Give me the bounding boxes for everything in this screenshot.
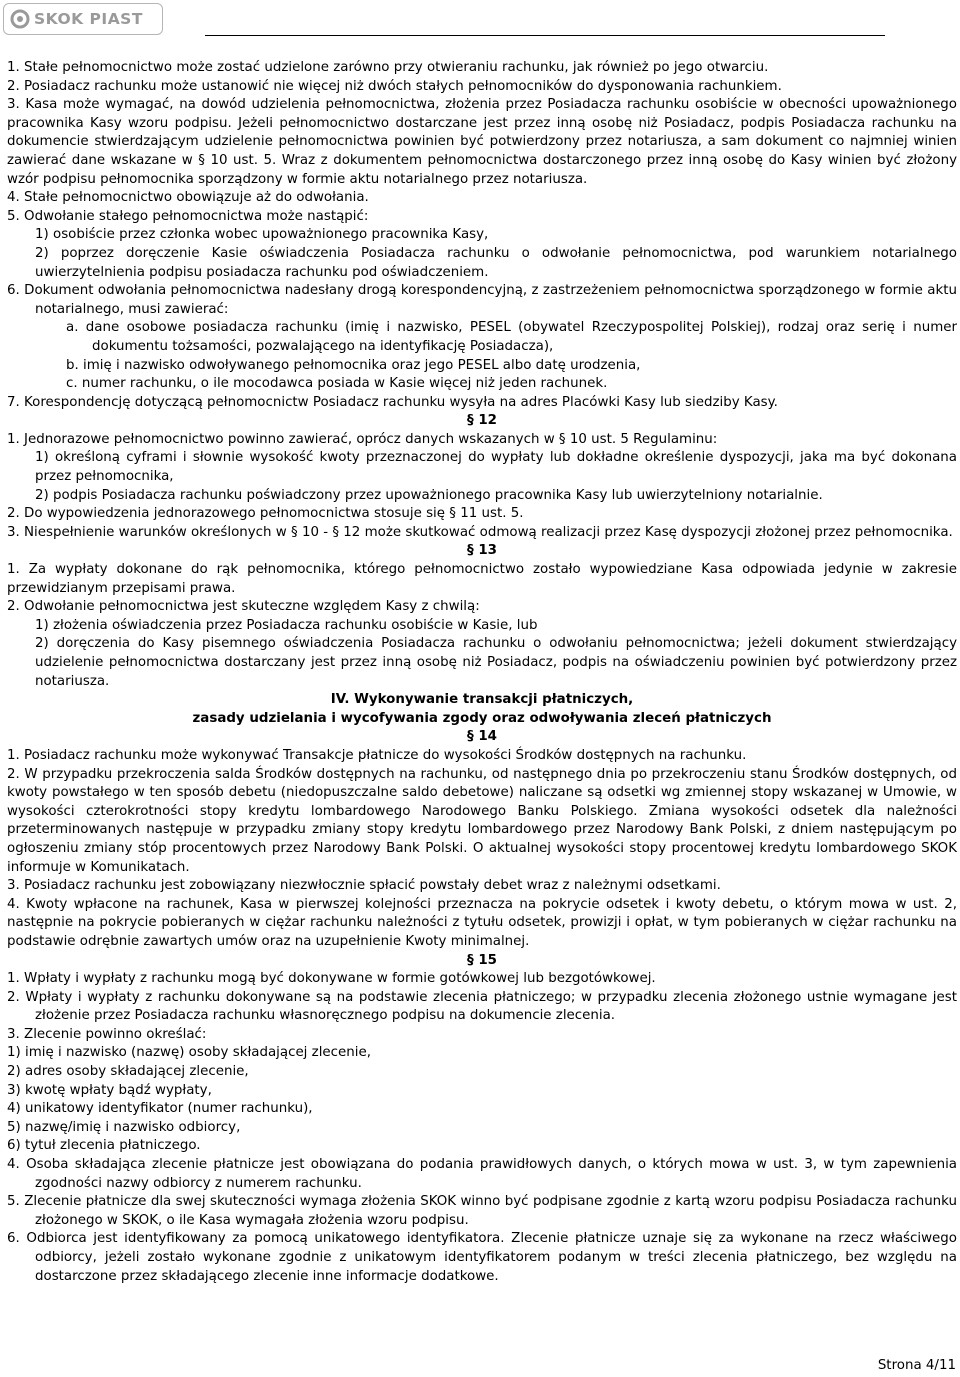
list-item: 2) podpis Posiadacza rachunku poświadczony przez upoważnionego pracownika Kasy lub uwierzytelniony notarialnie. <box>35 487 823 503</box>
paragraph: 7. Korespondencję dotyczącą pełnomocnictw Posiadacz rachunku wysyła na adres Placówki Kasy lub siedziby Kasy. <box>7 394 778 410</box>
list-item: 1) osobiście przez członka wobec upoważnionego pracownika Kasy, <box>35 227 489 243</box>
header-divider <box>205 35 885 36</box>
list-item: 4) unikatowy identyfikator (numer rachunku), <box>7 1101 313 1117</box>
paragraph: 3. Niespełnienie warunków określonych w § 10 - § 12 może skutkować odmową realizacji przez Kasę dyspozycji złożonej przez pełnomocnika. <box>7 524 953 540</box>
list-item: a. dane osobowe posiadacza rachunku (imię i nazwisko, PESEL (obywatel Rzeczypospolitej Polskiej), rodzaj oraz serię i numer dokumentu tożsamości, pozwalającego na identyfikację Posiadacza), <box>66 320 957 354</box>
paragraph: 1. Stałe pełnomocnictwo może zostać udzielone zarówno przy otwieraniu rachunku, jak również po jego otwarciu. <box>7 60 769 75</box>
paragraph: 3. Kasa może wymagać, na dowód udzielenia pełnomocnictwa, złożenia przez Posiadacza rachunku osobiście w obecności upoważnionego pracownika Kasy wzoru podpisu. Jeżeli pełnomocnictwo dostarczane jest przez inną osobę niż Posiadacz, podpis Posiadacza rachunku na dokumencie stwierdzającym udzielenie pełnomocnictwa powinien być potwierdzony przez notariusza, a sam dokument co najmniej winien zawierać dane wskazane w § 10 ust. 5. Wraz z dokumentem pełnomocnictwa dostarczonego przez inną osobę do Kasy winien być złożony wzór podpisu pełnomocnika sporządzony w formie aktu notarialnego przez notariusza. <box>7 97 957 187</box>
list-item: 1) złożenia oświadczenia przez Posiadacza rachunku osobiście w Kasie, lub <box>35 617 538 633</box>
skok-piast-logo <box>3 3 163 35</box>
paragraph: 1. Posiadacz rachunku może wykonywać Transakcje płatnicze do wysokości Środków dostępnych na rachunku. <box>7 747 747 763</box>
logo-text: SKOK PIAST <box>34 10 143 28</box>
paragraph: 2. W przypadku przekroczenia salda Środków dostępnych na rachunku, od następnego dnia po przekroczeniu stanu Środków dostępnych, od kwoty powstałego w ten sposób debetu (niedopuszczalne saldo debetowe) naliczane są odsetki wg zmiennej stopy wskazanej w Umowie, w wysokości czterokrotności stopy kredytu lombardowego Narodowego Banku Polskiego. Zmiana wysokości odsetek dla należności przeterminowanych następuje w przypadku zmiany stopy kredytu lombardowego przez Narodowy Bank Polski, z dniem następującym po ogłoszeniu zmiany stóp procentowych przez Narodowy Bank Polski. O aktualnej wysokości stopy procentowej kredytu lombardowego SKOK informuje w Komunikatach. <box>7 766 957 875</box>
list-item: 1) imię i nazwisko (nazwę) osoby składającej zlecenie, <box>7 1045 371 1061</box>
list-item: 1) określoną cyframi i słownie wysokość kwoty przeznaczonej do wypłaty lub dokładne określenie dyspozycji, jaka ma być dokonana przez pełnomocnika, <box>35 450 957 485</box>
paragraph: 2. Wpłaty i wypłaty z rachunku dokonywane są na podstawie zlecenia płatniczego; w przypadku zlecenia złożonego ustnie wymagane jest złożenie przez Posiadacza rachunku własnoręcznego podpisu na dokumencie zlecenia. <box>7 989 957 1024</box>
paragraph: 6. Dokument odwołania pełnomocnictwa nadesłany drogą korespondencyjną, z zastrzeżeniem pełnomocnictwa sporządzonego w formie aktu notarialnego, musi zawierać: <box>7 283 957 317</box>
list-item: 5) nazwę/imię i nazwisko odbiorcy, <box>7 1119 241 1135</box>
paragraph: 1. Za wypłaty dokonane do rąk pełnomocnika, którego pełnomocnictwo zostało wypowiedziane Kasa odpowiada jedynie w zakresie przewidzianym przepisami prawa. <box>7 562 957 596</box>
paragraph: 6. Odbiorca jest identyfikowany za pomocą unikatowego identyfikatora. Zlecenie płatnicze uznaje się za wykonane na rzecz właściwego odbiorcy, jeżeli zostało wykonane zgodnie z unikatowym identyfikatorem podanym w treści zlecenia płatniczego, bez względu na dostarczone przez składającego zlecenie inne informacje dodatkowe. <box>7 1231 957 1284</box>
paragraph: 2. Do wypowiedzenia jednorazowego pełnomocnictwa stosuje się § 11 ust. 5. <box>7 506 524 522</box>
paragraph: 4. Osoba składająca zlecenie płatnicze jest obowiązana do podania prawidłowych danych, o których mowa w ust. 3, w tym zapewnienia zgodności nazwy odbiorcy z numerem rachunku. <box>7 1157 957 1191</box>
paragraph: 2. Odwołanie pełnomocnictwa jest skuteczne względem Kasy z chwilą: <box>7 599 480 615</box>
chapter-heading: IV. Wykonywanie transakcji płatniczych, <box>330 692 634 708</box>
paragraph: 2. Posiadacz rachunku może ustanowić nie więcej niż dwóch stałych pełnomocników do dysponowania rachunkiem. <box>7 78 782 94</box>
paragraph: 1. Jednorazowe pełnomocnictwo powinno zawierać, oprócz danych wskazanych w § 10 ust. 5 Regulaminu: <box>7 431 718 447</box>
list-item: c. numer rachunku, o ile mocodawca posiada w Kasie więcej niż jeden rachunek. <box>66 376 608 392</box>
list-item: 6) tytuł zlecenia płatniczego. <box>7 1138 201 1154</box>
paragraph: 1. Wpłaty i wypłaty z rachunku mogą być dokonywane w formie gotówkowej lub bezgotówkowej. <box>7 971 656 987</box>
list-item: 2) doręczenia do Kasy pisemnego oświadczenia Posiadacza rachunku o odwołaniu pełnomocnictwa; jeżeli dokument stwierdzający udzielenie pełnomocnictwa dostarczany jest przez inną osobę niż Posiadacz, podpis na oświadczeniu powinien być potwierdzony przez notariusza. <box>35 636 957 689</box>
section-heading: § 13 <box>467 543 497 559</box>
paragraph: 4. Stałe pełnomocnictwo obowiązuje aż do odwołania. <box>7 190 369 206</box>
paragraph: 3. Zlecenie powinno określać: <box>7 1026 207 1042</box>
section-heading: § 12 <box>467 413 497 429</box>
list-item: 2) poprzez doręczenie Kasie oświadczenia Posiadacza rachunku o odwołanie pełnomocnictwa, pod warunkiem notarialnego uwierzytelnienia podpisu posiadacza rachunku pod oświadczeniem. <box>35 245 957 280</box>
paragraph: 3. Posiadacz rachunku jest zobowiązany niezwłocznie spłacić powstały debet wraz z należnymi odsetkami. <box>7 878 721 894</box>
section-heading: § 14 <box>467 729 497 745</box>
paragraph: 5. Zlecenie płatnicze dla swej skuteczności wymaga złożenia SKOK winno być podpisane zgodnie z kartą wzoru podpisu Posiadacza rachunku złożonego w SKOK, o ile Kasa wymagała złożenia wzoru podpisu. <box>7 1194 957 1228</box>
list-item: 3) kwotę wpłaty bądź wypłaty, <box>7 1082 212 1098</box>
logo-mark-icon <box>10 9 30 29</box>
list-item: 2) adres osoby składającej zlecenie, <box>7 1064 249 1080</box>
page-number: Strona 4/11 <box>877 1358 956 1373</box>
document-body <box>7 59 957 1286</box>
list-item: b. imię i nazwisko odwoływanego pełnomocnika oraz jego PESEL albo datę urodzenia, <box>66 357 641 373</box>
section-heading: § 15 <box>467 952 497 968</box>
paragraph: 5. Odwołanie stałego pełnomocnictwa może nastąpić: <box>7 208 369 224</box>
paragraph: 4. Kwoty wpłacone na rachunek, Kasa w pierwszej kolejności przeznacza na pokrycie odsetek i kwoty debetu, o którym mowa w ust. 2, następnie na pokrycie pobieranych w ciężar rachunku należności z tytułu odsetek, prowizji i opłat, w tym pobieranych w ciężar rachunku na podstawie odrębnie zawartych umów oraz na uzupełnienie Kwoty minimalnej. <box>7 896 957 949</box>
chapter-heading: zasady udzielania i wycofywania zgody oraz odwoływania zleceń płatniczych <box>192 710 772 726</box>
